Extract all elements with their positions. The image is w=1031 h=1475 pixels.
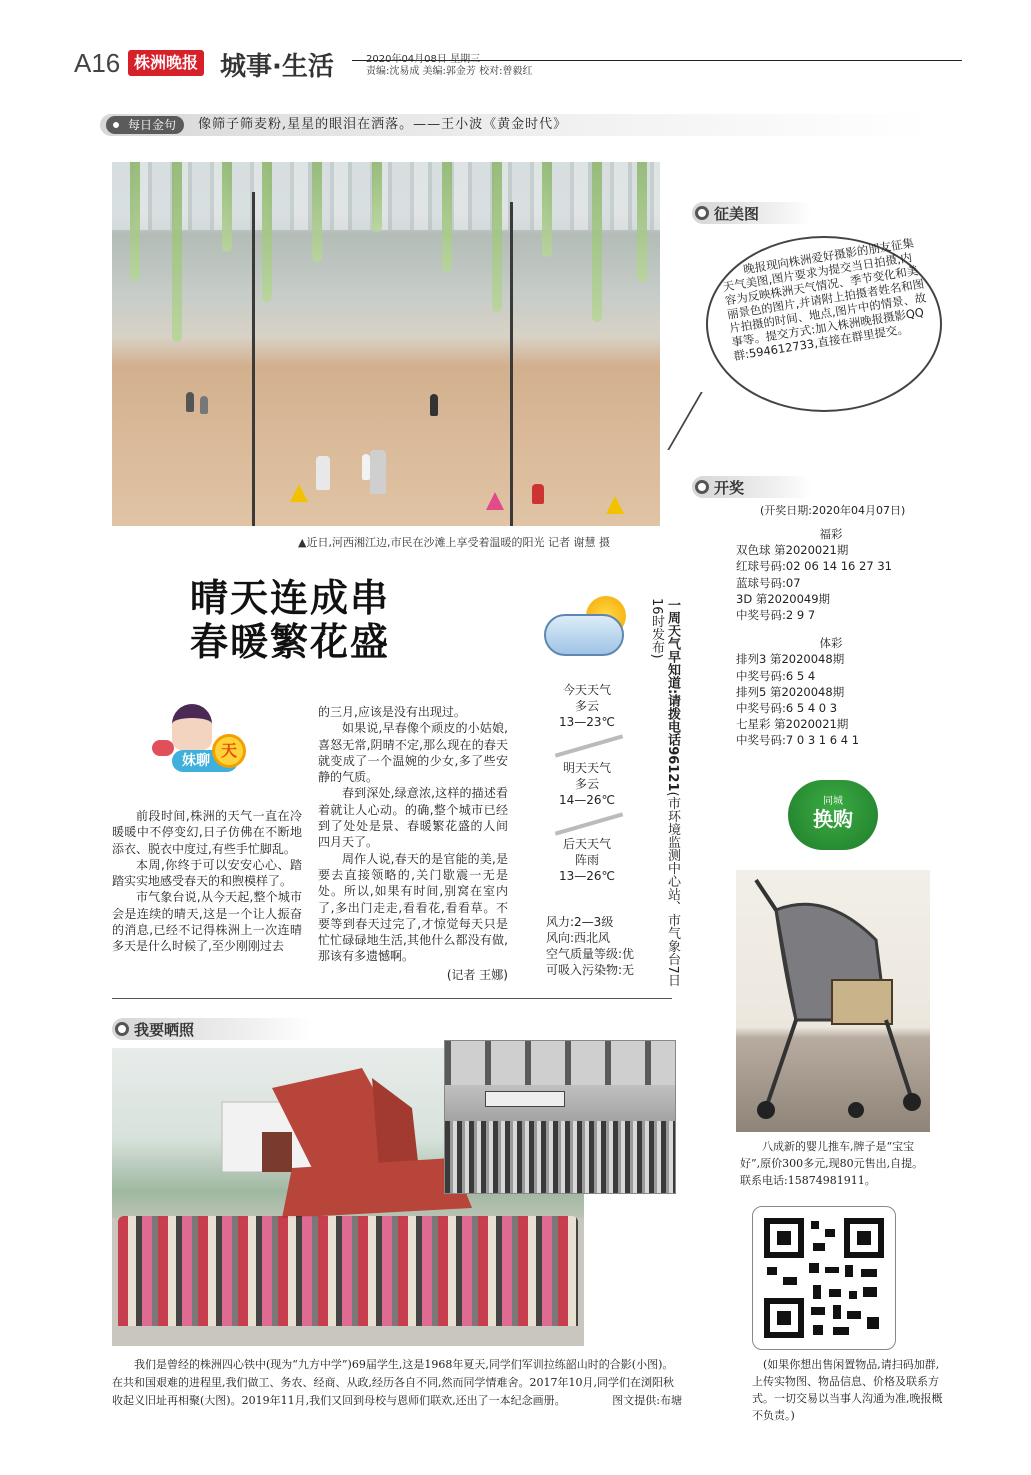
zhengmeitu-tag-label: 征美图	[714, 205, 760, 223]
speech-bubble-tail	[667, 392, 750, 450]
qr-code-icon	[753, 1207, 895, 1349]
swap-item-caption: 八成新的婴儿推车,牌子是“宝宝好”,原价300多元,现80元售出,自提。联系电话:15874981911。	[740, 1140, 924, 1187]
kite-icon	[290, 484, 308, 502]
weather-source: (市环境监测中心站、市气象台7日16时发布)	[649, 598, 680, 987]
lottery-line: 排列5 第2020048期	[736, 684, 845, 699]
beach-visitor	[370, 450, 386, 494]
article-paragraph: 本周,你终于可以安安心心、踏踏实实地感受春天的和煦模样了。	[112, 857, 302, 889]
decoration-icon	[152, 740, 174, 756]
article-paragraph: 周作人说,春天的是官能的美,是要去直接领略的,关门歇震一无是处。所以,如果有时间,别窝在室内了,多出门走走,看看花,看看草。不要等到春天过完了,才惊觉每天只是忙忙碌碌地生活,其他什么都没有做,那该有多遗憾啊。	[318, 851, 508, 964]
daily-quote-text: 像筛子筛麦粉,星星的眼泪在洒落。——王小波《黄金时代》	[198, 117, 568, 132]
lottery-tag	[692, 476, 812, 498]
zhengmeitu-text: 晚报现向株洲爱好摄影的朋友征集天气美图,图片要求为提交当日拍摄,内容为反映株洲天气情况、季节变化和美丽景色的图片,并请附上拍摄者姓名和图片拍摄的时间、地点,图片中的情景、故事等。提交方式:加入株洲晚报摄影QQ群:594612733,直接在群里提交。	[721, 235, 928, 364]
weather-day-name: 今天天气	[562, 683, 611, 697]
partly-cloudy-icon	[540, 592, 636, 662]
ticai-title: 体彩	[819, 636, 843, 651]
stroller-icon	[736, 870, 930, 1132]
air-quality: 空气质量等级:优	[546, 947, 635, 961]
swap-logo-big: 换购	[813, 807, 853, 831]
bullet-dot-icon	[695, 480, 709, 494]
daily-quote-bar	[100, 114, 930, 136]
wind-direction: 风向:西北风	[546, 931, 611, 945]
weather-day-name: 后天天气	[562, 837, 611, 851]
weather-day-after-tomorrow	[540, 836, 634, 884]
kite-icon	[606, 496, 624, 514]
willow-branch	[542, 162, 552, 257]
article-byline: (记者 王娜)	[446, 967, 508, 982]
lottery-tag-label: 开奖	[714, 479, 745, 497]
photo-section-caption	[112, 1356, 682, 1410]
lottery-line: 3D 第2020049期	[736, 591, 831, 606]
article-paragraph: 市气象台说,从今天起,整个城市会是连续的晴天,这是一个让人振奋的消息,已经不记得株洲上一次连晴多天是什么时候了,至少刚刚过去	[112, 890, 302, 954]
beach-visitor	[362, 454, 370, 480]
willow-branch	[312, 162, 322, 262]
divider-slash	[555, 734, 623, 757]
lottery-line: 七星彩 第2020021期	[736, 717, 849, 732]
willow-branch	[637, 162, 647, 282]
lottery-line: 排列3 第2020048期	[736, 652, 845, 667]
bullet-dot-icon	[695, 206, 709, 220]
daily-quote-tag	[106, 116, 184, 134]
beach-visitor	[532, 484, 544, 504]
weather-temperature: 14—26℃	[558, 793, 615, 807]
cloud-icon	[544, 614, 624, 656]
header-rule	[352, 60, 962, 61]
article-paragraph: 如果说,早春像个顽皮的小姑娘,喜怒无常,阴晴不定,那么现在的春天就变成了一个温婉的少女,多了些安静的气质。	[318, 721, 508, 785]
weather-temperature: 13—23℃	[558, 715, 615, 729]
weather-day-name: 明天天气	[562, 761, 611, 775]
weather-day-tomorrow	[540, 760, 634, 808]
stroller-photo	[736, 870, 930, 1132]
photo-section-tag-label: 我要晒照	[134, 1021, 195, 1039]
willow-branch	[262, 162, 272, 302]
column-name-pill: 妹聊	[172, 750, 238, 772]
main-photo-caption: ▲近日,河西湘江边,市民在沙滩上享受着温暖的阳光 记者 谢慧 摄	[298, 536, 610, 549]
beach-visitor	[200, 396, 208, 414]
city-skyline	[112, 162, 660, 230]
newspaper-logo: 株洲晚报	[128, 50, 204, 76]
article-paragraph: 春到深处,绿意浓,这样的描述看着就让人心动。的确,整个城市已经到了处处是景、春暖繁花盛的人间四月天了。	[318, 786, 508, 850]
lottery-line: 中奖号码:6 5 4	[736, 668, 816, 683]
section-divider	[112, 998, 672, 999]
photo-credit: 图文提供:布塘	[612, 1394, 682, 1407]
weather-temperature: 13—26℃	[558, 869, 615, 883]
lamp-pole	[252, 192, 255, 526]
qr-code[interactable]	[752, 1206, 896, 1350]
lottery-line: 中奖号码:2 9 7	[736, 608, 816, 623]
lamp-pole	[510, 202, 513, 526]
staff-credits: 责编:沈易成 美编:郭金芳 校对:曾毅红	[366, 66, 533, 77]
lottery-results	[736, 526, 936, 749]
banner	[485, 1091, 565, 1107]
headline-line-2: 春暖繁花盛	[190, 620, 391, 664]
columnist-badge	[146, 704, 266, 780]
willow-branch	[442, 162, 452, 272]
beach-visitor	[316, 456, 330, 490]
willow-branch	[372, 162, 382, 232]
willow-branch	[172, 162, 182, 342]
bullet-dot-icon	[110, 119, 122, 131]
zhengmeitu-tag	[692, 202, 812, 224]
weather-hotline-title: 一周天气早知道:请拨电话96121	[665, 598, 680, 792]
weather-details	[546, 914, 634, 978]
weather-hotline-vertical	[650, 598, 680, 990]
article-paragraph: 前段时间,株洲的天气一直在冷暖暖中不停变幻,日子仿佛在不断地添衣、脱衣中度过,有些手忙脚乱。	[112, 809, 302, 856]
section-title: 城事·生活	[220, 52, 334, 82]
lottery-date: (开奖日期:2020年04月07日)	[760, 504, 906, 517]
daily-quote-tag-label: 每日金句	[128, 118, 177, 132]
article-column-2	[318, 704, 508, 983]
wind-force: 风力:2—3级	[546, 915, 614, 929]
columnist-avatar	[172, 704, 212, 750]
old-group-photo	[444, 1040, 676, 1194]
lottery-line: 中奖号码:7 0 3 1 6 4 1	[736, 733, 860, 748]
willow-branch	[130, 162, 140, 282]
people-crowd	[445, 1121, 675, 1194]
swap-instructions: (如果你想出售闲置物品,请扫码加群,上传实物图、物品信息、价格及联系方式。一切交易以当事人沟通为准,晚报概不负责。)	[752, 1358, 943, 1422]
swap-logo	[788, 780, 878, 850]
building-roof	[445, 1041, 675, 1085]
issue-date: 2020年04月08日 星期三	[366, 54, 481, 65]
bullet-dot-icon	[115, 1022, 129, 1036]
spacer	[736, 623, 936, 635]
lottery-line: 双色球 第2020021期	[736, 543, 849, 558]
photo-section-text: 我们是曾经的株洲四心铁中(现为“九方中学”)69届学生,这是1968年夏天,同学们军训拉练韶山时的合影(小图)。在共和国艰难的进程里,我们做工、务农、经商、从政,经历各自不同,然而同学情难舍。2017年10月,同学们在浏阳秋收起义旧址再相聚(大图)。2019年11月,我们又回到母校与恩师们联欢,还出了一本纪念画册。	[112, 1358, 674, 1407]
weather-condition: 阵雨	[574, 853, 599, 867]
swap-logo-top: 同城	[823, 796, 843, 807]
article-paragraph: 的三月,应该是没有出现过。	[318, 705, 466, 719]
weather-day-today	[540, 682, 634, 730]
beach-visitor	[186, 392, 194, 412]
pollutant: 可吸入污染物:无	[546, 963, 635, 977]
lottery-line: 蓝球号码:07	[736, 575, 801, 590]
lottery-line: 中奖号码:6 5 4 0 3	[736, 701, 838, 716]
divider-slash	[555, 812, 623, 835]
river-beach-photo	[112, 162, 660, 526]
weather-condition: 多云	[574, 699, 599, 713]
fucai-title: 福彩	[819, 527, 843, 541]
weather-condition: 多云	[574, 777, 599, 791]
beach-visitor	[430, 394, 438, 416]
photo-section-tag	[112, 1018, 312, 1040]
page-number: A16	[74, 48, 121, 78]
willow-branch	[592, 162, 602, 322]
article-column-1	[112, 808, 302, 955]
sun-icon: 天	[212, 734, 246, 768]
lottery-line: 红球号码:02 06 14 16 27 31	[736, 559, 892, 574]
headline	[190, 576, 390, 664]
willow-branch	[222, 162, 232, 252]
willow-branch	[492, 162, 502, 312]
kite-icon	[486, 492, 504, 510]
headline-line-1: 晴天连成串	[190, 576, 391, 620]
people-crowd	[118, 1216, 578, 1326]
